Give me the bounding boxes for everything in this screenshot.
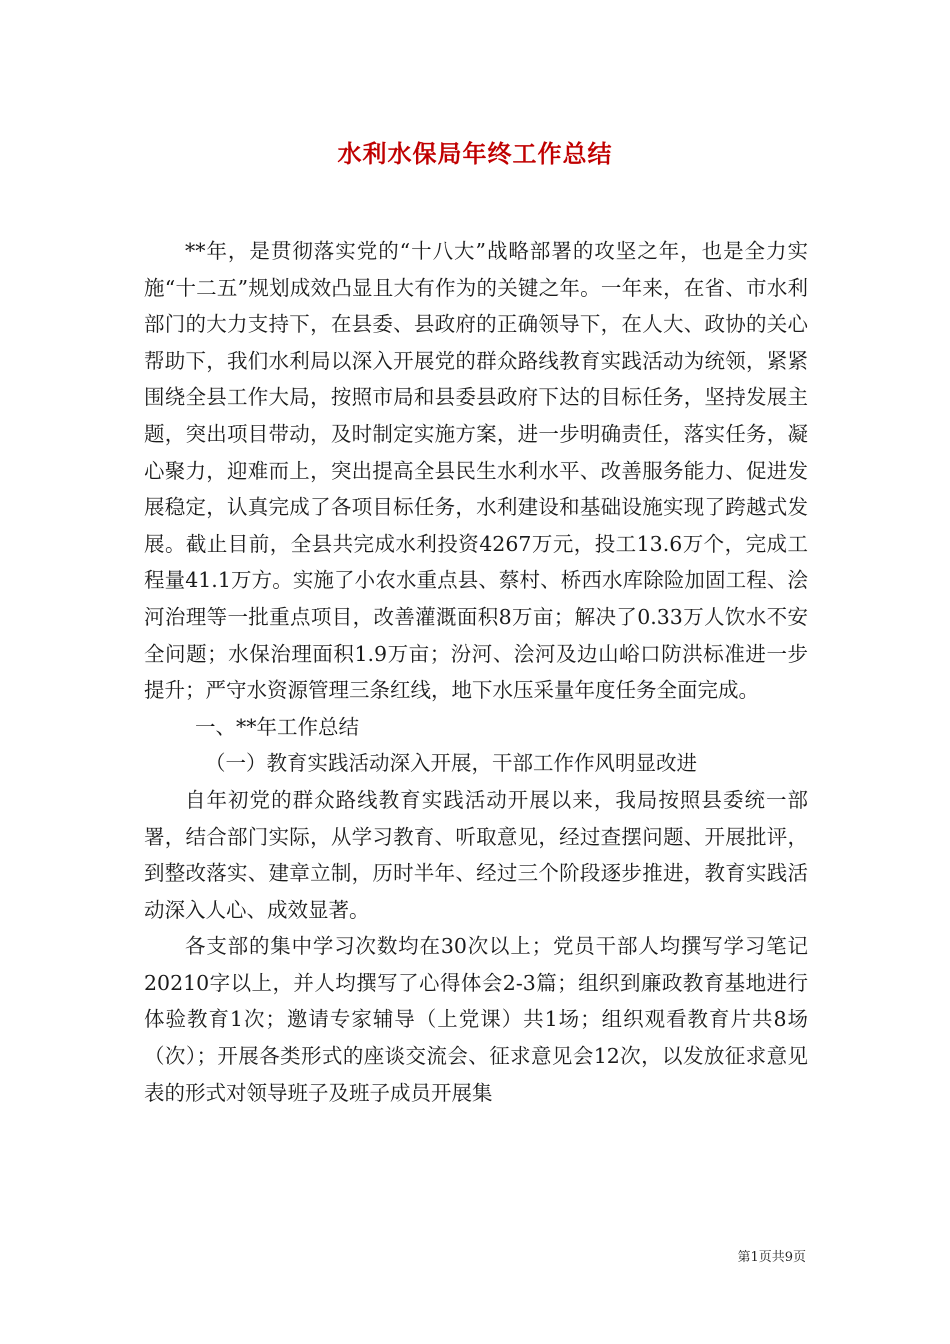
subsection-heading: （一）教育实践活动深入开展，干部工作作风明显改进: [205, 751, 697, 776]
activity-paragraph: 自年初党的群众路线教育实践活动开展以来，我局按照县委统一部署，结合部门实际，从学习教育、听取意见，经过查摆问题、开展批评，到整改落实、建章立制，历时半年、经过三个阶段逐步推进，教育实践活动深入人心、成效显著。: [144, 787, 808, 922]
intro-paragraph: **年，是贯彻落实党的“十八大”战略部署的攻坚之年，也是全力实施“十二五”规划成效凸显且大有作为的关键之年。一年来，在省、市水利部门的大力支持下，在县委、县政府的正确领导下，在人大、政协的关心帮助下，我们水利局以深入开展党的群众路线教育实践活动为统领，紧紧围绕全县工作大局，按照市局和县委县政府下达的目标任务，坚持发展主题，突出项目带动，及时制定实施方案，进一步明确责任，落实任务，凝心聚力，迎难而上，突出提高全县民生水利水平、改善服务能力、促进发展稳定，认真完成了各项目标任务，水利建设和基础设施实现了跨越式发展。截止目前，全县共完成水利投资4267万元，投工13.6万个，完成工程量41.1万方。实施了小农水重点县、蔡村、桥西水库除险加固工程、浍河治理等一批重点项目，改善灌溉面积8万亩；解决了0.33万人饮水不安全问题；水保治理面积1.9万亩；汾河、浍河及边山峪口防洪标准进一步提升；严守水资源管理三条红线，地下水压采量年度任务全面完成。: [144, 239, 808, 703]
document-body: [144, 233, 808, 1111]
section-heading: 一、**年工作总结: [195, 714, 359, 739]
page-number: 第1页共9页: [737, 1250, 806, 1265]
study-paragraph: 各支部的集中学习次数均在30次以上；党员干部人均撰写学习笔记20210字以上，并人均撰写了心得体会2-3篇；组织到廉政教育基地进行体验教育1次；邀请专家辅导（上党课）共1场；组织观看教育片共8场（次）；开展各类形式的座谈交流会、征求意见会12次，以发放征求意见表的形式对领导班子及班子成员开展集: [144, 934, 808, 1105]
document-title: 水利水保局年终工作总结: [337, 140, 613, 168]
